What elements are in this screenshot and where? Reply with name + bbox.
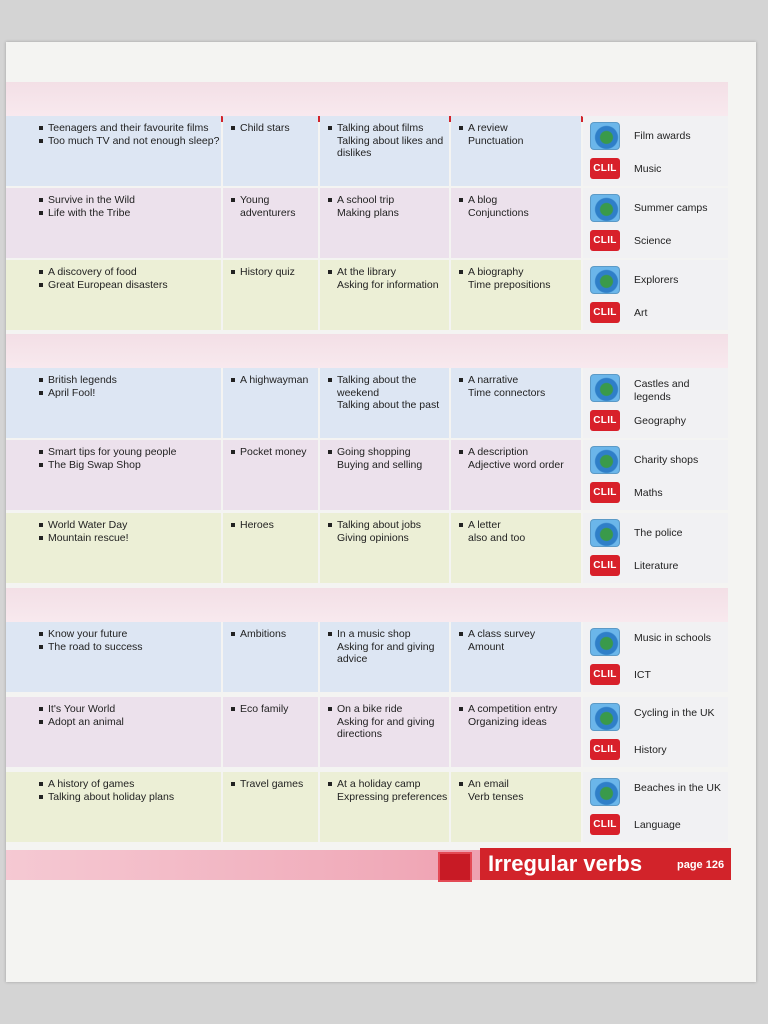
- reading-cell: [6, 116, 221, 186]
- cell-item: A blog: [456, 194, 581, 207]
- globe-icon: [590, 446, 620, 474]
- culture-clil-cell: [583, 697, 728, 767]
- cell-item: Young adventurers: [228, 194, 318, 219]
- clil-topic: Maths: [634, 487, 663, 499]
- cell-item: Talking about likes and dislikes: [337, 134, 444, 159]
- cell-item: Life with the Tribe: [36, 207, 221, 220]
- culture-clil-cell: [583, 622, 728, 692]
- cell-item: Survive in the Wild: [36, 194, 221, 207]
- cell-item: Too much TV and not enough sleep?: [36, 135, 221, 148]
- culture-topic: Cycling in the UK: [634, 707, 715, 719]
- writing-cell: [451, 622, 581, 692]
- listening-cell: [223, 260, 318, 330]
- cell-item: Ambitions: [228, 628, 318, 641]
- speaking-cell: [320, 188, 449, 258]
- speaking-cell: [320, 368, 449, 438]
- writing-cell: [451, 513, 581, 583]
- culture-clil-cell: [583, 772, 728, 842]
- reading-cell: [6, 260, 221, 330]
- speaking-cell: [320, 622, 449, 692]
- cell-item: Amount: [468, 640, 505, 653]
- cell-item: At the library: [325, 266, 449, 279]
- irregular-verbs-thumbnail: [438, 852, 472, 882]
- culture-clil-cell: [583, 260, 728, 330]
- cell-item: Talking about the weekend: [325, 374, 449, 399]
- cell-item: Mountain rescue!: [36, 532, 221, 545]
- writing-cell: [451, 440, 581, 510]
- listening-cell: [223, 188, 318, 258]
- cell-item: Going shopping: [325, 446, 449, 459]
- cell-item: On a bike ride: [325, 703, 449, 716]
- syllabus-row: [6, 260, 728, 332]
- clil-topic: Geography: [634, 415, 686, 427]
- clil-badge: CLIL: [590, 482, 620, 503]
- clil-badge: CLIL: [590, 158, 620, 179]
- cell-item: A competition entry: [456, 703, 581, 716]
- cell-item: Buying and selling: [337, 458, 423, 471]
- clil-badge: CLIL: [590, 410, 620, 431]
- cell-item: The road to success: [36, 641, 221, 654]
- cell-item: Travel games: [228, 778, 318, 791]
- listening-cell: [223, 368, 318, 438]
- listening-cell: [223, 116, 318, 186]
- syllabus-page: [6, 42, 756, 982]
- cell-item: Asking for and giving directions: [337, 715, 435, 740]
- cell-item: History quiz: [228, 266, 318, 279]
- listening-cell: [223, 513, 318, 583]
- speaking-cell: [320, 697, 449, 767]
- clil-badge: CLIL: [590, 814, 620, 835]
- cell-item: An email: [456, 778, 581, 791]
- unit-band-2: [6, 334, 728, 368]
- listening-cell: [223, 772, 318, 842]
- writing-cell: [451, 368, 581, 438]
- speaking-cell: [320, 260, 449, 330]
- culture-clil-cell: [583, 440, 728, 510]
- cell-item: Expressing preferences: [337, 790, 448, 803]
- cell-item: A history of games: [36, 778, 221, 791]
- cell-item: Smart tips for young people: [36, 446, 221, 459]
- cell-item: Talking about the past: [337, 399, 440, 411]
- culture-clil-cell: [583, 116, 728, 186]
- cell-item: Conjunctions: [468, 206, 529, 219]
- cell-item: Talking about jobs: [325, 519, 449, 532]
- cell-item: Adjective word order: [468, 458, 564, 471]
- syllabus-row: [6, 622, 728, 694]
- reading-cell: [6, 368, 221, 438]
- syllabus-row: [6, 697, 728, 769]
- culture-topic: Castles and legends: [634, 378, 690, 403]
- culture-clil-cell: [583, 188, 728, 258]
- listening-cell: [223, 622, 318, 692]
- globe-icon: [590, 194, 620, 222]
- reading-cell: [6, 622, 221, 692]
- cell-item: It's Your World: [36, 703, 221, 716]
- cell-item: Great European disasters: [36, 279, 221, 292]
- globe-icon: [590, 374, 620, 402]
- cell-item: Organizing ideas: [468, 715, 547, 728]
- clil-topic: Science: [634, 235, 672, 247]
- clil-topic: ICT: [634, 669, 651, 681]
- cell-item: A biography: [456, 266, 581, 279]
- clil-badge: CLIL: [590, 302, 620, 323]
- cell-item: A school trip: [325, 194, 449, 207]
- irregular-verbs-link[interactable]: [480, 848, 731, 880]
- culture-topic: Charity shops: [634, 454, 699, 466]
- irregular-verbs-title: Irregular verbs: [488, 851, 643, 876]
- reading-cell: [6, 772, 221, 842]
- listening-cell: [223, 697, 318, 767]
- clil-badge: CLIL: [590, 230, 620, 251]
- globe-icon: [590, 703, 620, 731]
- cell-item: Asking for information: [337, 278, 439, 291]
- clil-topic: Music: [634, 163, 662, 175]
- reading-cell: [6, 513, 221, 583]
- reading-cell: [6, 188, 221, 258]
- writing-cell: [451, 260, 581, 330]
- writing-cell: [451, 697, 581, 767]
- globe-icon: [590, 519, 620, 547]
- syllabus-row: [6, 772, 728, 844]
- cell-item: World Water Day: [36, 519, 221, 532]
- speaking-cell: [320, 513, 449, 583]
- globe-icon: [590, 122, 620, 150]
- writing-cell: [451, 116, 581, 186]
- cell-item: Teenagers and their favourite films: [36, 122, 221, 135]
- culture-topic: Explorers: [634, 274, 679, 286]
- cell-item: Eco family: [228, 703, 318, 716]
- cell-item: A discovery of food: [36, 266, 221, 279]
- globe-icon: [590, 266, 620, 294]
- culture-topic: The police: [634, 527, 683, 539]
- clil-badge: CLIL: [590, 555, 620, 576]
- cell-item: Giving opinions: [337, 531, 409, 544]
- cell-item: A class survey: [456, 628, 581, 641]
- globe-icon: [590, 778, 620, 806]
- cell-item: Time connectors: [468, 386, 546, 399]
- irregular-verbs-page: page 126: [677, 859, 725, 871]
- cell-item: A description: [456, 446, 581, 459]
- cell-item: A narrative: [456, 374, 581, 387]
- unit-band-3: [6, 588, 728, 622]
- listening-cell: [223, 440, 318, 510]
- cell-item: At a holiday camp: [325, 778, 449, 791]
- cell-item: Heroes: [228, 519, 318, 532]
- speaking-cell: [320, 440, 449, 510]
- cell-item: Know your future: [36, 628, 221, 641]
- syllabus-row: [6, 440, 728, 512]
- cell-item: British legends: [36, 374, 221, 387]
- culture-topic: Summer camps: [634, 202, 708, 214]
- writing-cell: [451, 772, 581, 842]
- speaking-cell: [320, 116, 449, 186]
- cell-item: Adopt an animal: [36, 716, 221, 729]
- cell-item: Talking about holiday plans: [36, 791, 221, 804]
- culture-topic: Music in schools: [634, 632, 712, 644]
- clil-badge: CLIL: [590, 664, 620, 685]
- clil-topic: History: [634, 744, 667, 756]
- cell-item: April Fool!: [36, 387, 221, 400]
- clil-topic: Literature: [634, 560, 679, 572]
- culture-clil-cell: [583, 513, 728, 583]
- cell-item: Verb tenses: [468, 790, 524, 803]
- cell-item: Time prepositions: [468, 278, 551, 291]
- cell-item: The Big Swap Shop: [36, 459, 221, 472]
- reading-cell: [6, 697, 221, 767]
- cell-item: Asking for and giving advice: [337, 640, 435, 665]
- syllabus-row: [6, 368, 728, 440]
- clil-topic: Art: [634, 307, 648, 319]
- unit-band-1: [6, 82, 728, 116]
- speaking-cell: [320, 772, 449, 842]
- cell-item: also and too: [468, 531, 526, 544]
- cell-item: A highwayman: [228, 374, 318, 387]
- cell-item: A review: [456, 122, 581, 135]
- globe-icon: [590, 628, 620, 656]
- culture-topic: Beaches in the UK: [634, 782, 721, 794]
- syllabus-row: [6, 188, 728, 260]
- syllabus-row: [6, 513, 728, 585]
- cell-item: Child stars: [228, 122, 318, 135]
- clil-topic: Language: [634, 819, 681, 831]
- cell-item: Making plans: [337, 206, 399, 219]
- cell-item: In a music shop: [325, 628, 449, 641]
- writing-cell: [451, 188, 581, 258]
- clil-badge: CLIL: [590, 739, 620, 760]
- cell-item: A letter: [456, 519, 581, 532]
- cell-item: Talking about films: [325, 122, 449, 135]
- cell-item: Punctuation: [468, 134, 524, 147]
- culture-topic: Film awards: [634, 130, 691, 142]
- reading-cell: [6, 440, 221, 510]
- culture-clil-cell: [583, 368, 728, 438]
- syllabus-row: [6, 116, 728, 188]
- cell-item: Pocket money: [228, 446, 318, 459]
